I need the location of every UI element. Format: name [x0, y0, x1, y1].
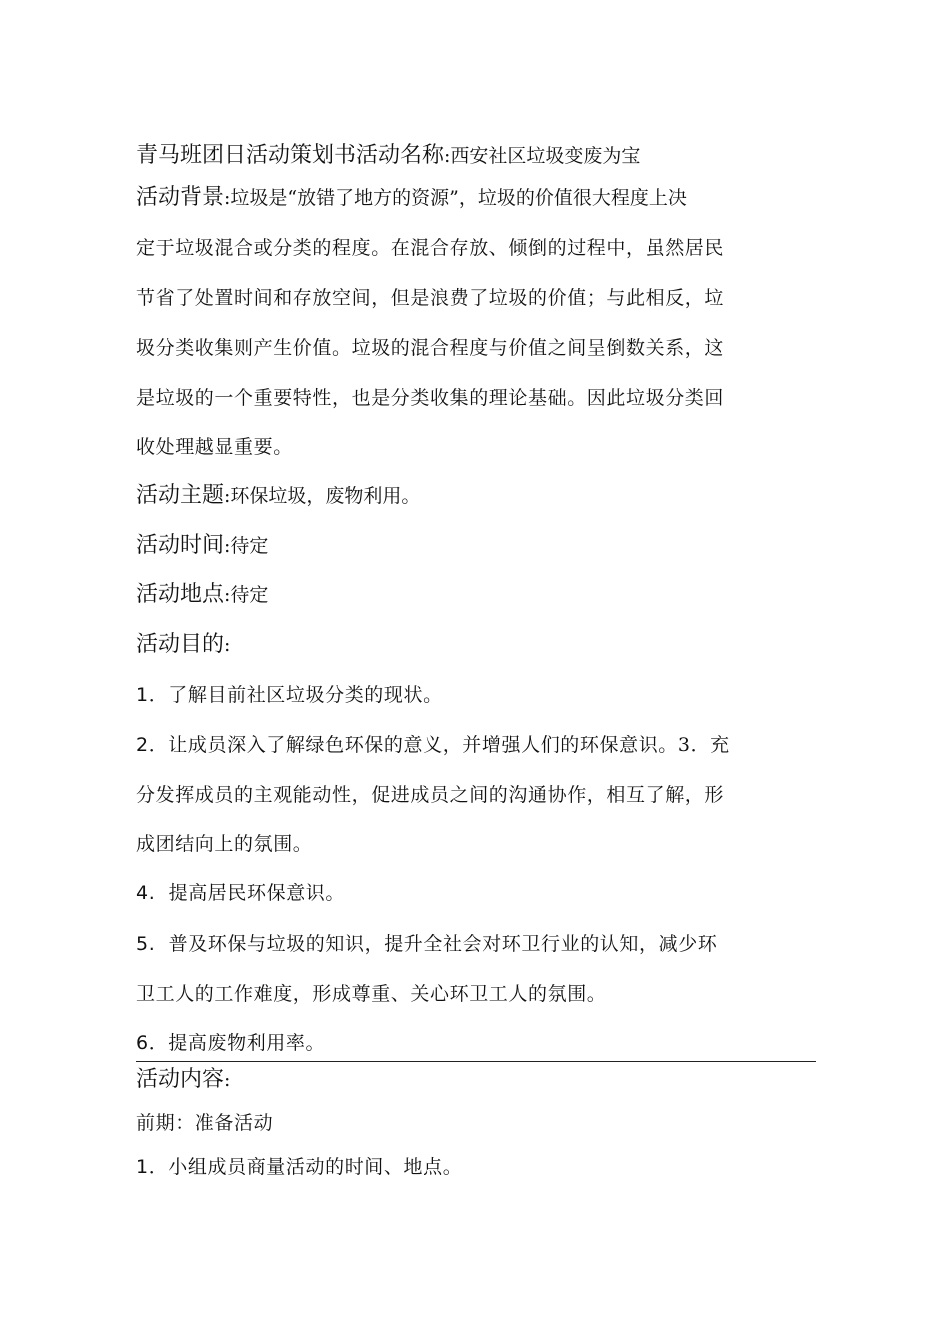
- background-line-6: 收处理越显重要。: [136, 436, 293, 458]
- purpose-item: [136, 736, 730, 755]
- item-number: 2．: [136, 734, 169, 756]
- purpose-item-continued: [136, 835, 312, 854]
- background-line-3: 节省了处置时间和存放空间，但是浪费了垃圾的价值；与此相反，垃: [136, 287, 725, 309]
- purpose-label: 活动目的: [136, 632, 225, 657]
- item-text: 普及环保与垃圾的知识，提升全社会对环卫行业的认知，减少环: [155, 933, 718, 955]
- item-number: 6．: [136, 1032, 169, 1054]
- purpose-colon: :: [224, 634, 231, 656]
- item-number: 1．: [136, 684, 169, 706]
- theme-value: :环保垃圾，废物利用。: [224, 485, 421, 507]
- background-line-4: 圾分类收集则产生价值。垃圾的混合程度与价值之间呈倒数关系，这: [136, 337, 725, 359]
- time-value: :待定: [224, 535, 269, 557]
- content-phase: 前期：准备活动: [136, 1112, 274, 1134]
- purpose-item: [136, 935, 717, 954]
- background-label: 活动背景: [136, 185, 225, 210]
- time-label: 活动时间: [136, 533, 225, 558]
- item-number: 1．: [136, 1156, 169, 1178]
- content-item: [136, 1158, 462, 1177]
- item-text: 卫工人的工作难度，形成尊重、关心环卫工人的氛围。: [136, 983, 607, 1005]
- page-divider: [136, 1061, 816, 1062]
- purpose-item: [136, 686, 443, 705]
- document-title: [136, 145, 640, 167]
- item-text: 成团结向上的氛围。: [136, 833, 313, 855]
- item-text: 提高居民环保意识。: [155, 882, 346, 904]
- purpose-item-continued: [136, 985, 606, 1004]
- item-text: 小组成员商量活动的时间、地点。: [168, 1156, 463, 1178]
- content-heading: [136, 1069, 230, 1091]
- background-line-1: [136, 187, 687, 209]
- purpose-item: [136, 1034, 325, 1053]
- item-text: 了解目前社区垃圾分类的现状。: [168, 684, 443, 706]
- theme-label: 活动主题: [136, 483, 225, 508]
- content-label: 活动内容: [136, 1067, 225, 1092]
- item-text: 分发挥成员的主观能动性，促进成员之间的沟通协作，相互了解，形: [136, 784, 725, 806]
- title-value: :西安社区垃圾变废为宝: [444, 145, 641, 167]
- place-label: 活动地点: [136, 582, 225, 607]
- background-line-2: 定于垃圾混合或分类的程度。在混合存放、倾倒的过程中，虽然居民: [136, 237, 725, 259]
- purpose-item-continued: [136, 786, 724, 805]
- title-label: 青马班团日活动策划书活动名称: [136, 143, 445, 168]
- place-value: :待定: [224, 584, 269, 606]
- place-line: [136, 584, 268, 606]
- purpose-heading: [136, 634, 230, 656]
- background-line-5: 是垃圾的一个重要特性，也是分类收集的理论基础。因此垃圾分类回: [136, 387, 725, 409]
- item-text: 让成员深入了解绿色环保的意义，并增强人们的环保意识。3．充: [168, 734, 730, 756]
- item-number: 4.: [136, 882, 156, 904]
- theme-line: [136, 485, 420, 507]
- content-colon: :: [224, 1069, 231, 1091]
- background-text: :垃圾是“放错了地方的资源”，垃圾的价值很大程度上决: [224, 187, 687, 209]
- purpose-item: [136, 884, 345, 903]
- item-number: 5.: [136, 933, 156, 955]
- time-line: [136, 535, 268, 557]
- item-text: 提高废物利用率。: [168, 1032, 326, 1054]
